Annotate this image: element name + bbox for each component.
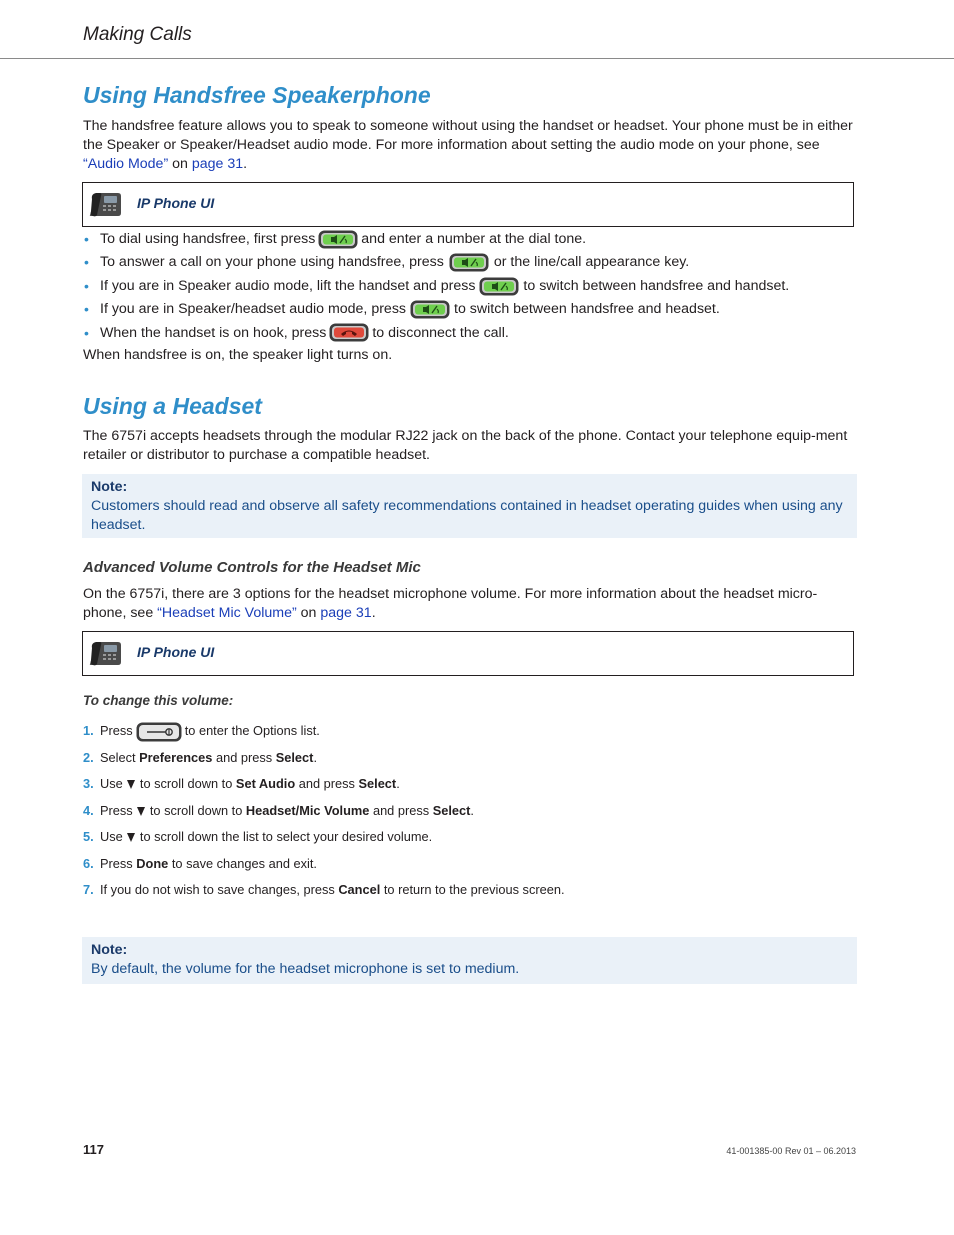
- note-title: Note:: [91, 479, 128, 495]
- step-bold: Set Audio: [235, 776, 296, 791]
- note-body: By default, the volume for the headset microphone is set to medium.: [91, 961, 520, 977]
- note-body: Customers should read and observe all safety recommendations contained in headset operating guides when using any headset.: [91, 498, 843, 533]
- step-text: to save changes and exit.: [168, 855, 317, 871]
- step-text: and press: [295, 776, 359, 791]
- handsfree-intro: [83, 117, 863, 174]
- step-text: .: [313, 749, 317, 765]
- step-text: to scroll down to: [149, 802, 246, 818]
- bullet-text: If you are in Speaker audio mode, lift the handset and press: [100, 277, 476, 294]
- ip-phone-icon: [87, 191, 123, 218]
- handsfree-closing: When handsfree is on, the speaker light turns on.: [83, 347, 393, 363]
- step-bold: Select: [275, 749, 314, 765]
- step-text: to return to the previous screen.: [380, 882, 565, 897]
- page-31-link[interactable]: page 31: [191, 156, 244, 172]
- goodbye-key-icon: [329, 323, 369, 342]
- list-item: [83, 275, 883, 298]
- step-number: 7.: [83, 882, 94, 897]
- intro-text: .: [371, 605, 376, 621]
- note-box-default-volume: [82, 937, 857, 984]
- audio-mode-link[interactable]: “Audio Mode”: [83, 156, 169, 172]
- note-title: Note:: [91, 942, 128, 958]
- subheading-volume: Advanced Volume Controls for the Headset Mic: [83, 559, 421, 576]
- step-bold: Done: [136, 855, 169, 871]
- headset-intro: The 6757i accepts headsets through the modular RJ22 jack on the back of the phone. Contact your telephone equip-ment retailer or distributor to purchase a compatible headset.: [83, 428, 848, 463]
- list-item: [83, 798, 883, 825]
- ip-phone-ui-label: IP Phone UI: [137, 195, 215, 211]
- down-arrow-icon: [127, 780, 135, 789]
- intro-text: The handsfree feature allows you to speak to someone without using the handset or headset. Your phone must be in either the Speaker or Speaker/Headset audio mode. For more information about setting the audio mode on your phone, see: [83, 118, 853, 153]
- intro-text: on: [168, 156, 192, 172]
- step-bold: Cancel: [338, 882, 381, 897]
- speaker-key-icon: [447, 253, 491, 272]
- step-number: 3.: [83, 776, 94, 791]
- bullet-text: and enter a number at the dial tone.: [361, 231, 587, 247]
- intro-text: .: [243, 156, 248, 172]
- ip-phone-ui-box: [82, 631, 854, 676]
- down-arrow-icon: [137, 807, 145, 816]
- speaker-key-icon: [478, 277, 520, 296]
- step-text: .: [396, 776, 400, 791]
- list-item: [83, 298, 883, 321]
- options-key-icon: [136, 722, 182, 742]
- step-text: to scroll down the list to select your desired volume.: [139, 829, 433, 844]
- note-box-safety: [82, 474, 857, 538]
- section-title-headset: Using a Headset: [83, 393, 262, 419]
- step-bold: Headset/Mic Volume: [245, 802, 370, 818]
- step-text: If you do not wish to save changes, press: [100, 882, 339, 897]
- chapter-title: Making Calls: [83, 24, 192, 45]
- list-item: [83, 228, 883, 251]
- step-text: Press: [100, 802, 133, 818]
- intro-text: On the 6757i, there are 3 options for the headset microphone volume. For more information about the headset micro-phone, see: [83, 586, 818, 621]
- step-text: and press: [212, 749, 276, 765]
- list-item: [83, 877, 883, 904]
- step-text: to enter the Options list.: [184, 723, 320, 738]
- step-number: 6.: [83, 855, 94, 871]
- intro-text: on: [296, 605, 321, 621]
- document-id: 41-001385-00 Rev 01 – 06.2013: [726, 1146, 856, 1156]
- list-item: [83, 322, 883, 345]
- bullet-text: to disconnect the call.: [372, 324, 509, 341]
- step-bold: Select: [358, 776, 397, 791]
- list-item: [83, 851, 883, 878]
- bullet-text: If you are in Speaker/headset audio mode, press: [100, 301, 407, 318]
- bullet-text: to switch between handsfree and headset.: [454, 301, 720, 318]
- speaker-key-icon: [409, 300, 451, 319]
- list-item: [83, 718, 883, 745]
- down-arrow-icon: [127, 833, 135, 842]
- list-item: [83, 745, 883, 772]
- list-item: [83, 824, 883, 851]
- volume-intro: [83, 585, 853, 623]
- ip-phone-ui-box: [82, 182, 854, 227]
- ip-phone-ui-label: IP Phone UI: [137, 644, 215, 660]
- bullet-text: To dial using handsfree, first press: [100, 231, 316, 247]
- step-number: 2.: [83, 749, 94, 765]
- step-text: Use: [100, 776, 123, 791]
- bullet-text: to switch between handsfree and handset.: [523, 277, 790, 294]
- volume-steps-list: [83, 718, 883, 904]
- section-title-handsfree: Using Handsfree Speakerphone: [83, 82, 431, 108]
- step-text: Press: [100, 855, 137, 871]
- list-item: [83, 771, 883, 798]
- step-text: Press: [100, 723, 133, 738]
- handsfree-bullet-list: [83, 228, 883, 345]
- step-number: 5.: [83, 829, 94, 844]
- list-item: [83, 251, 883, 274]
- page-number: 117: [83, 1142, 104, 1157]
- step-number: 1.: [83, 723, 94, 738]
- bullet-text: To answer a call on your phone using handsfree, press: [100, 254, 444, 271]
- step-number: 4.: [83, 802, 94, 818]
- step-text: Select: [100, 749, 140, 765]
- bullet-text: When the handset is on hook, press: [100, 324, 327, 341]
- step-text: Use: [100, 829, 123, 844]
- bullet-text: or the line/call appearance key.: [493, 254, 690, 271]
- header-rule: [0, 58, 954, 59]
- step-text: and press: [369, 802, 433, 818]
- ip-phone-icon: [87, 640, 123, 667]
- page-31-link[interactable]: page 31: [320, 605, 372, 621]
- step-bold: Select: [432, 802, 471, 818]
- speaker-key-icon: [318, 230, 358, 249]
- step-text: .: [470, 802, 474, 818]
- steps-title: To change this volume:: [83, 693, 234, 708]
- step-text: to scroll down to: [139, 776, 236, 791]
- headset-mic-volume-link[interactable]: “Headset Mic Volume”: [157, 605, 297, 621]
- step-bold: Preferences: [139, 749, 213, 765]
